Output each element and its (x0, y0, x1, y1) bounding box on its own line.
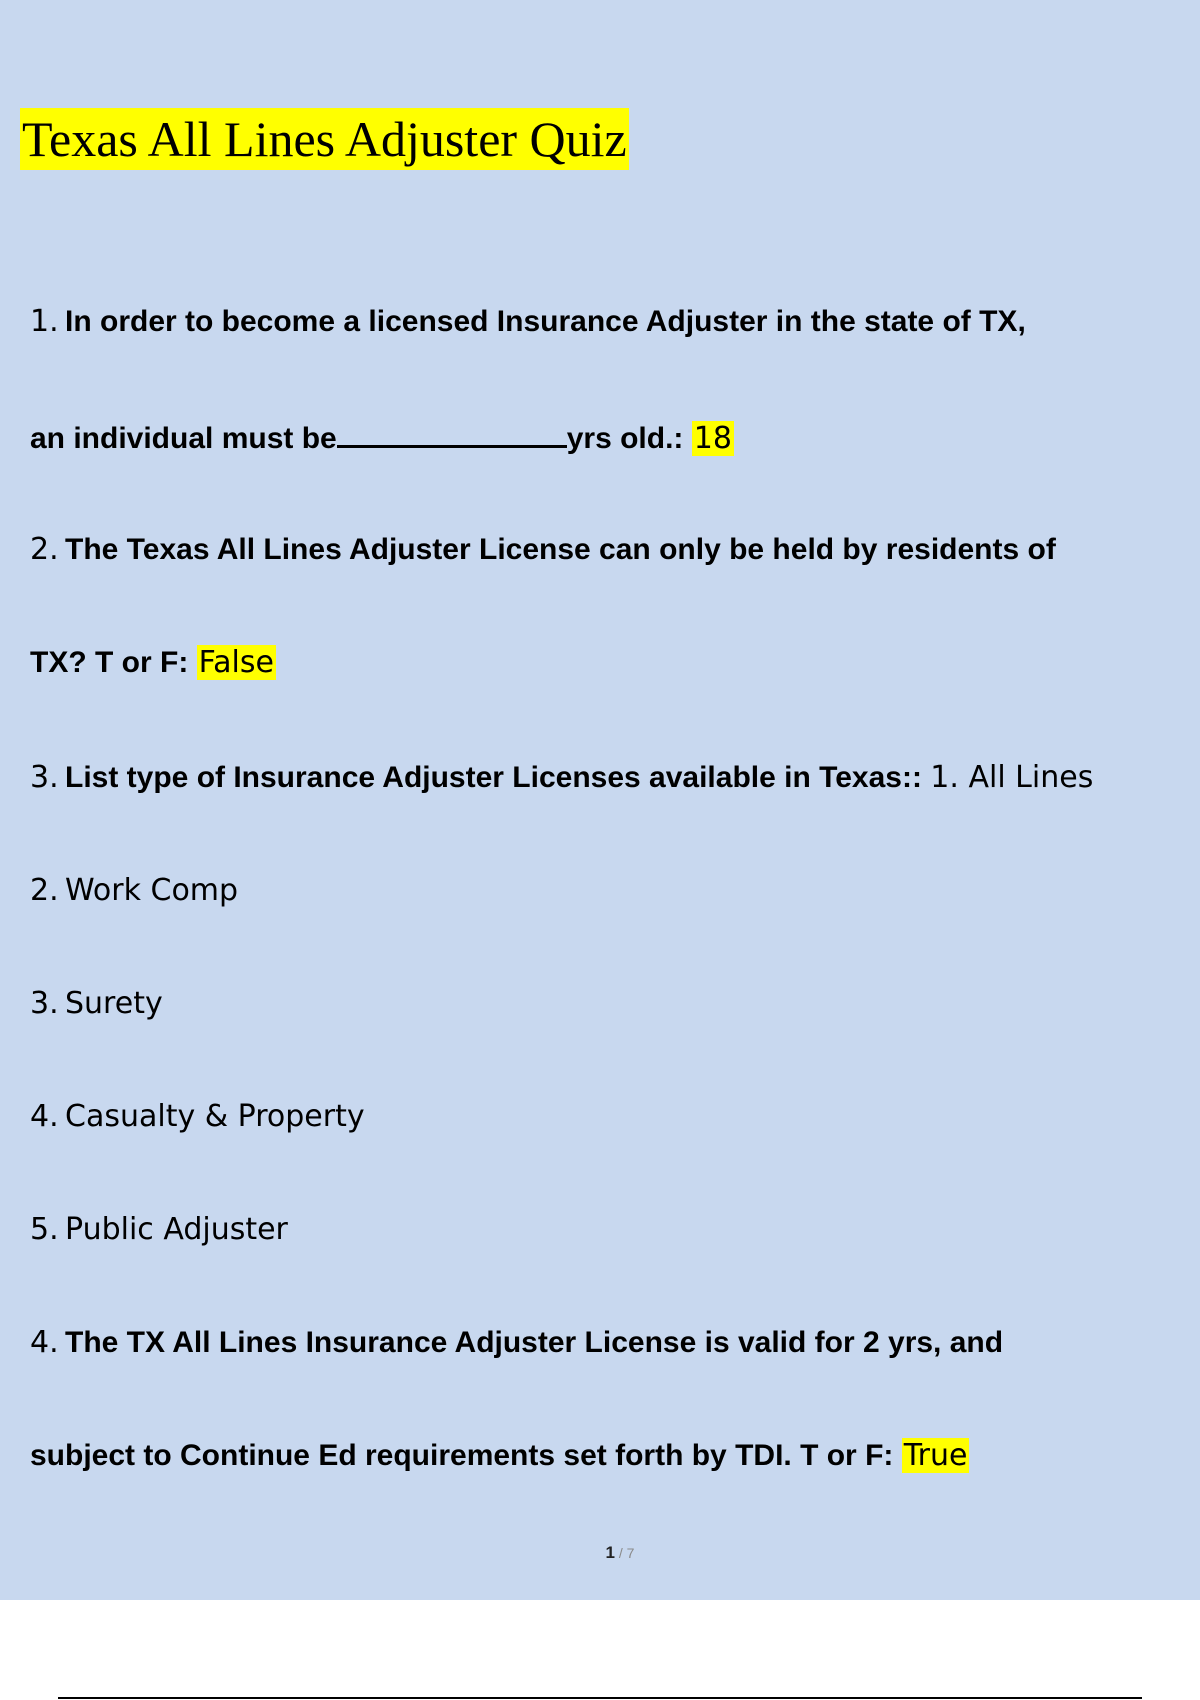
question-1-answer: 18 (693, 421, 732, 456)
question-2-line-1 (30, 530, 1056, 570)
question-2-number: 2. (30, 532, 59, 567)
question-1-number: 1. (30, 304, 59, 339)
document-title: Texas All Lines Adjuster Quiz (20, 108, 629, 170)
question-4-line-2 (30, 1436, 969, 1476)
page-separator: / (615, 1545, 627, 1561)
question-4-text: The TX All Lines Insurance Adjuster License is valid for 2 yrs, and (65, 1326, 1004, 1359)
answer-blank (337, 415, 567, 448)
list-item-label: Casualty & Property (65, 1099, 365, 1134)
list-item-label: Public Adjuster (65, 1212, 288, 1247)
question-1-suffix: yrs old.: (566, 422, 692, 455)
list-item-label: Work Comp (65, 873, 239, 908)
list-item-label: Surety (65, 986, 163, 1021)
list-item-number: 5. (30, 1212, 59, 1247)
page-indicator (0, 1543, 1200, 1563)
list-item-number: 3. (30, 986, 59, 1021)
list-item-number: 4. (30, 1099, 59, 1134)
list-item (30, 1097, 365, 1137)
list-item-number: 2. (30, 873, 59, 908)
question-1-line-1 (30, 302, 1026, 342)
question-4-number: 4. (30, 1325, 59, 1360)
question-4-text-continued: subject to Continue Ed requirements set forth by TDI. T or F: (30, 1439, 902, 1472)
next-page-divider (58, 1697, 1142, 1699)
question-2-text: The Texas All Lines Adjuster License can only be held by residents of (65, 533, 1056, 566)
list-item (30, 1210, 288, 1250)
question-3-line-1 (30, 758, 1093, 798)
question-2-line-2 (30, 643, 276, 683)
question-3-text: List type of Insurance Adjuster Licenses available in Texas:: (65, 761, 931, 794)
question-3-number: 3. (30, 760, 59, 795)
total-pages: 7 (626, 1545, 635, 1561)
list-item (30, 984, 163, 1024)
question-1-text-continued: an individual must be (30, 422, 337, 455)
question-1-text: In order to become a licensed Insurance Adjuster in the state of TX, (65, 305, 1026, 338)
question-4-line-1 (30, 1323, 1003, 1363)
question-1-line-2 (30, 415, 734, 455)
question-3-answer-1: 1. All Lines (930, 760, 1094, 795)
question-2-answer: False (198, 645, 274, 680)
list-item (30, 871, 238, 911)
current-page-number: 1 (605, 1543, 615, 1562)
question-4-answer: True (903, 1438, 968, 1473)
question-2-text-continued: TX? T or F: (30, 646, 197, 679)
